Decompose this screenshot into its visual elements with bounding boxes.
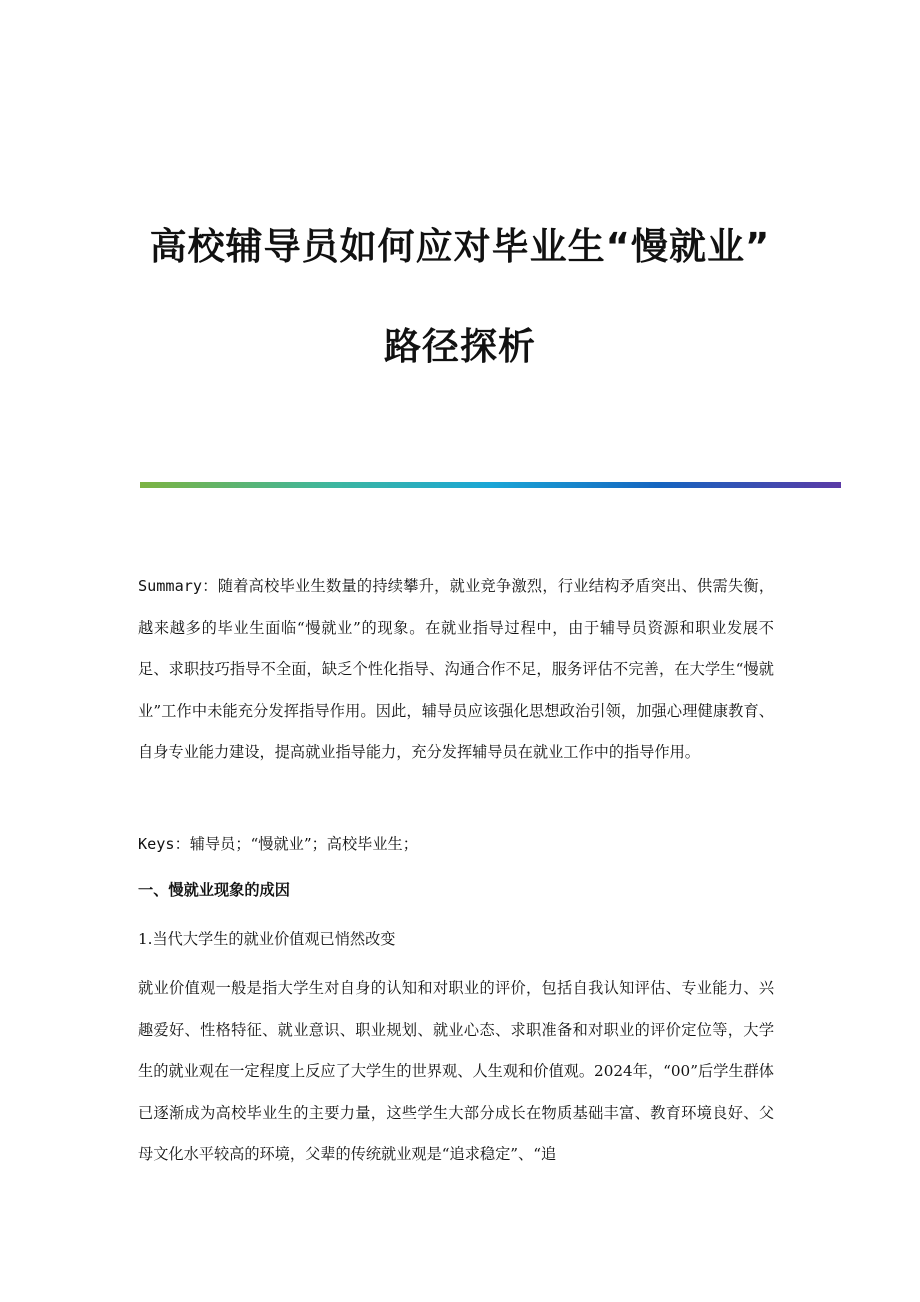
subsection-heading: 1.当代大学生的就业价值观已悄然改变: [138, 930, 396, 948]
document-title-line2: 路径探析: [384, 325, 536, 368]
section-heading: 一、慢就业现象的成因: [138, 881, 290, 899]
body-paragraph: 就业价值观一般是指大学生对自身的认知和对职业的评价，包括自我认知评估、专业能力、兴趣爱好、性格特征、就业意识、职业规划、就业心态、求职准备和对职业的评价定位等，大学生的就业观在一定程度上反应了大学生的世界观、人生观和价值观。2024年，“00”后学生群体已逐渐成为高校毕业生的主要力量，这些学生大部分成长在物质基础丰富、教育环境良好、父母文化水平较高的环境，父辈的传统就业观是“追求稳定”、“追: [138, 979, 774, 1164]
summary-paragraph: [138, 566, 774, 774]
summary-label: Summary：: [138, 577, 218, 595]
keys-label: Keys：: [138, 835, 190, 853]
document-title-line1: 高校辅导员如何应对毕业生“慢就业”: [149, 225, 771, 268]
summary-text: 随着高校毕业生数量的持续攀升，就业竞争激烈，行业结构矛盾突出、供需失衡，越来越多的毕业生面临“慢就业”的现象。在就业指导过程中，由于辅导员资源和职业发展不足、求职技巧指导不全面，缺乏个性化指导、沟通合作不足，服务评估不完善，在大学生“慢就业”工作中未能充分发挥指导作用。因此，辅导员应该强化思想政治引领，加强心理健康教育、自身专业能力建设，提高就业指导能力，充分发挥辅导员在就业工作中的指导作用。: [138, 577, 775, 762]
keywords-line: [138, 824, 774, 866]
title-divider: [140, 482, 841, 488]
keys-text: 辅导员；“慢就业”；高校毕业生；: [189, 835, 418, 853]
